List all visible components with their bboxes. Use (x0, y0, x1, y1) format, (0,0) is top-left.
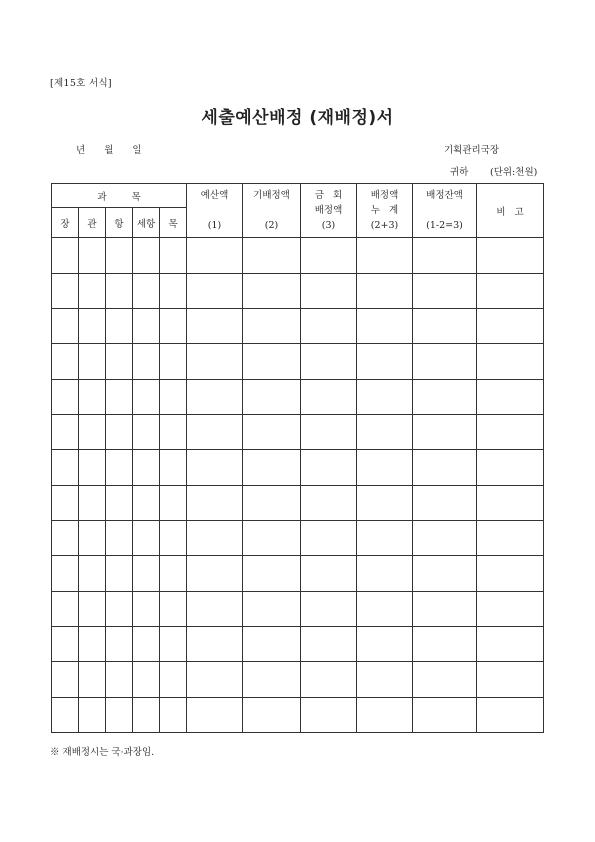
table-cell[interactable] (160, 450, 187, 485)
table-cell[interactable] (79, 238, 106, 273)
footnote: ※ 재배정시는 국·과장임. (50, 747, 155, 758)
table-cell[interactable] (301, 273, 357, 308)
sub-header-sehang: 세항 (133, 208, 160, 238)
table-cell[interactable] (79, 273, 106, 308)
table-cell[interactable] (301, 344, 357, 379)
table-cell[interactable] (477, 415, 544, 450)
table-cell[interactable] (52, 520, 79, 555)
table-cell[interactable] (187, 450, 243, 485)
table-cell[interactable] (357, 626, 413, 661)
table-cell[interactable] (243, 556, 301, 591)
table-cell[interactable] (160, 344, 187, 379)
table-cell[interactable] (52, 697, 79, 732)
table-cell[interactable] (477, 697, 544, 732)
table-cell[interactable] (106, 450, 133, 485)
table-cell[interactable] (52, 450, 79, 485)
table-cell[interactable] (52, 556, 79, 591)
table-cell[interactable] (243, 626, 301, 661)
table-cell[interactable] (106, 309, 133, 344)
table-cell[interactable] (133, 344, 160, 379)
table-cell[interactable] (301, 697, 357, 732)
table-cell[interactable] (106, 379, 133, 414)
table-cell[interactable] (160, 697, 187, 732)
current-allocation-header (301, 184, 357, 238)
table-cell[interactable] (52, 344, 79, 379)
honorific: 귀하 (450, 167, 469, 178)
budget-num: (1) (207, 219, 222, 231)
table-cell[interactable] (413, 485, 477, 520)
table-cell[interactable] (79, 626, 106, 661)
table-cell[interactable] (477, 520, 544, 555)
table-cell[interactable] (301, 485, 357, 520)
table-cell[interactable] (187, 485, 243, 520)
account-group-label: 과 목 (97, 191, 141, 203)
account-group-header (52, 184, 187, 208)
current-allocation-line1: 금 회 (314, 189, 343, 201)
table-cell[interactable] (357, 450, 413, 485)
table-cell[interactable] (243, 273, 301, 308)
table-cell[interactable] (160, 379, 187, 414)
table-cell[interactable] (413, 450, 477, 485)
current-allocation-num: (3) (321, 219, 336, 231)
table-cell[interactable] (243, 238, 301, 273)
table-cell[interactable] (243, 415, 301, 450)
remaining-header (413, 184, 477, 238)
table-cell[interactable] (79, 344, 106, 379)
table-cell[interactable] (160, 520, 187, 555)
table-cell[interactable] (477, 273, 544, 308)
table-cell[interactable] (357, 556, 413, 591)
table-cell[interactable] (52, 485, 79, 520)
table-cell[interactable] (301, 626, 357, 661)
table-cell[interactable] (106, 662, 133, 697)
form-number: [제15호 서식] (50, 78, 112, 89)
table-row (52, 626, 544, 661)
table-cell[interactable] (187, 591, 243, 626)
table-cell[interactable] (477, 591, 544, 626)
table-cell[interactable] (187, 662, 243, 697)
budget-header (187, 184, 243, 238)
table-cell[interactable] (52, 309, 79, 344)
table-cell[interactable] (357, 697, 413, 732)
recipient: 기획관리국장 (444, 145, 500, 156)
table-cell[interactable] (301, 450, 357, 485)
table-cell[interactable] (187, 697, 243, 732)
table-row (52, 309, 544, 344)
table-cell[interactable] (477, 344, 544, 379)
table-cell[interactable] (160, 309, 187, 344)
cumulative-line2: 누 계 (370, 204, 399, 216)
table-cell[interactable] (413, 415, 477, 450)
table-cell[interactable] (243, 591, 301, 626)
table-cell[interactable] (160, 415, 187, 450)
table-cell[interactable] (301, 520, 357, 555)
remarks-header (477, 184, 544, 238)
table-cell[interactable] (160, 273, 187, 308)
table-row (52, 485, 544, 520)
table-cell[interactable] (79, 379, 106, 414)
table-cell[interactable] (79, 520, 106, 555)
table-cell[interactable] (79, 556, 106, 591)
table-cell[interactable] (301, 379, 357, 414)
table-cell[interactable] (106, 238, 133, 273)
table-row (52, 520, 544, 555)
table-cell[interactable] (106, 344, 133, 379)
table-cell[interactable] (133, 273, 160, 308)
table-cell[interactable] (357, 344, 413, 379)
prior-allocation-num: (2) (264, 219, 279, 231)
table-cell[interactable] (79, 415, 106, 450)
allocation-table (51, 183, 544, 733)
table-cell[interactable] (52, 415, 79, 450)
table-cell[interactable] (187, 379, 243, 414)
table-cell[interactable] (160, 662, 187, 697)
table-cell[interactable] (106, 520, 133, 555)
table-row (52, 662, 544, 697)
table-cell[interactable] (160, 238, 187, 273)
table-cell[interactable] (187, 626, 243, 661)
cumulative-header (357, 184, 413, 238)
table-cell[interactable] (357, 485, 413, 520)
table-row (52, 273, 544, 308)
table-cell[interactable] (187, 273, 243, 308)
table-cell[interactable] (413, 697, 477, 732)
remaining-label: 배정잔액 (426, 189, 463, 201)
sub-header-hang: 항 (106, 208, 133, 238)
table-cell[interactable] (52, 626, 79, 661)
table-cell[interactable] (52, 238, 79, 273)
table-cell[interactable] (301, 238, 357, 273)
table-row (52, 379, 544, 414)
table-cell[interactable] (187, 520, 243, 555)
table-cell[interactable] (413, 662, 477, 697)
table-cell[interactable] (79, 309, 106, 344)
table-cell[interactable] (106, 697, 133, 732)
table-cell[interactable] (243, 309, 301, 344)
table-cell[interactable] (413, 520, 477, 555)
sub-header-gwan: 관 (79, 208, 106, 238)
table-cell[interactable] (133, 450, 160, 485)
current-allocation-line2: 배정액 (314, 204, 343, 216)
table-cell[interactable] (79, 485, 106, 520)
table-cell[interactable] (413, 591, 477, 626)
table-cell[interactable] (133, 415, 160, 450)
table-cell[interactable] (301, 591, 357, 626)
table-cell[interactable] (243, 344, 301, 379)
table-cell[interactable] (133, 697, 160, 732)
table-cell[interactable] (301, 415, 357, 450)
cumulative-num: (2+3) (370, 219, 399, 231)
table-cell[interactable] (187, 415, 243, 450)
table-cell[interactable] (52, 591, 79, 626)
table-cell[interactable] (106, 415, 133, 450)
table-cell[interactable] (133, 379, 160, 414)
table-cell[interactable] (52, 379, 79, 414)
table-cell[interactable] (477, 662, 544, 697)
table-cell[interactable] (301, 662, 357, 697)
table-row (52, 556, 544, 591)
table-cell[interactable] (187, 344, 243, 379)
table-cell[interactable] (133, 556, 160, 591)
table-cell[interactable] (477, 626, 544, 661)
table-cell[interactable] (133, 309, 160, 344)
table-cell[interactable] (301, 309, 357, 344)
table-cell[interactable] (413, 238, 477, 273)
table-cell[interactable] (243, 697, 301, 732)
table-row (52, 415, 544, 450)
table-cell[interactable] (243, 520, 301, 555)
table-cell[interactable] (243, 485, 301, 520)
table-row (52, 238, 544, 273)
table-cell[interactable] (187, 309, 243, 344)
table-cell[interactable] (79, 697, 106, 732)
table-cell[interactable] (301, 556, 357, 591)
remaining-num: (1-2=3) (426, 219, 463, 231)
table-cell[interactable] (477, 556, 544, 591)
table-cell[interactable] (79, 591, 106, 626)
budget-label: 예산액 (200, 189, 229, 201)
table-row (52, 450, 544, 485)
table-cell[interactable] (106, 591, 133, 626)
table-cell[interactable] (477, 238, 544, 273)
table-cell[interactable] (160, 591, 187, 626)
table-row (52, 591, 544, 626)
table-cell[interactable] (52, 273, 79, 308)
table-cell[interactable] (413, 556, 477, 591)
table-cell[interactable] (187, 556, 243, 591)
sub-header-mok: 목 (160, 208, 187, 238)
table-cell[interactable] (357, 591, 413, 626)
table-cell[interactable] (187, 238, 243, 273)
table-cell[interactable] (106, 556, 133, 591)
table-cell[interactable] (413, 379, 477, 414)
table-cell[interactable] (357, 520, 413, 555)
table-cell[interactable] (160, 626, 187, 661)
table-cell[interactable] (106, 273, 133, 308)
table-cell[interactable] (52, 662, 79, 697)
table-cell[interactable] (160, 485, 187, 520)
sub-header-jang: 장 (52, 208, 79, 238)
table-cell[interactable] (357, 273, 413, 308)
unit-label: (단위:천원) (490, 167, 538, 178)
table-cell[interactable] (413, 273, 477, 308)
table-cell[interactable] (477, 379, 544, 414)
table-cell[interactable] (106, 485, 133, 520)
table-cell[interactable] (413, 309, 477, 344)
prior-allocation-header (243, 184, 301, 238)
table-cell[interactable] (357, 415, 413, 450)
table-cell[interactable] (357, 238, 413, 273)
table-cell[interactable] (477, 450, 544, 485)
document-title: 세출예산배정 (재배정)서 (201, 108, 394, 128)
table-cell[interactable] (477, 309, 544, 344)
table-cell[interactable] (243, 379, 301, 414)
table-cell[interactable] (133, 662, 160, 697)
table-cell[interactable] (79, 662, 106, 697)
table-cell[interactable] (413, 344, 477, 379)
table-cell[interactable] (160, 556, 187, 591)
table-cell[interactable] (357, 309, 413, 344)
remarks-label: 비 고 (496, 206, 524, 218)
table-cell[interactable] (477, 485, 544, 520)
table-cell[interactable] (133, 238, 160, 273)
table-cell[interactable] (243, 662, 301, 697)
table-cell[interactable] (357, 662, 413, 697)
table-cell[interactable] (79, 450, 106, 485)
table-cell[interactable] (133, 485, 160, 520)
table-row (52, 344, 544, 379)
table-cell[interactable] (133, 626, 160, 661)
prior-allocation-label: 기배정액 (253, 189, 290, 201)
cumulative-line1: 배정액 (370, 189, 399, 201)
table-cell[interactable] (243, 450, 301, 485)
table-cell[interactable] (357, 379, 413, 414)
table-cell[interactable] (133, 591, 160, 626)
table-cell[interactable] (106, 626, 133, 661)
date-line: 년 월 일 (76, 145, 142, 156)
table-row (52, 697, 544, 732)
table-cell[interactable] (133, 520, 160, 555)
table-cell[interactable] (413, 626, 477, 661)
